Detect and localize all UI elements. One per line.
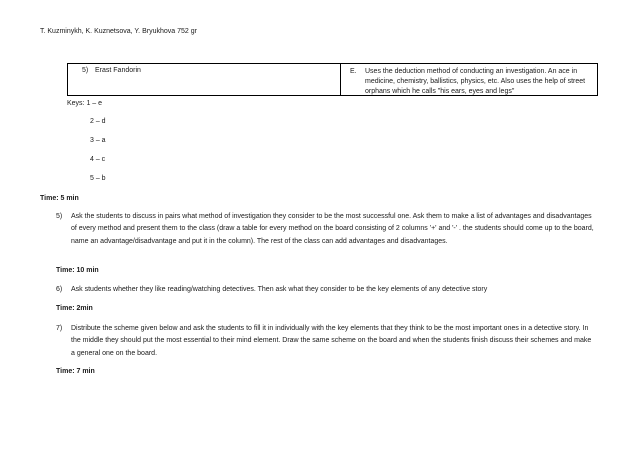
- key-item: 4 – c: [90, 156, 106, 163]
- character-table-row: [67, 63, 598, 96]
- keys-label: Keys: 1 – e: [67, 100, 103, 107]
- task-text: Ask students whether they like reading/watching detectives. Then ask what they consider to be the key elements of any detective story: [71, 286, 488, 293]
- task-text: Ask the students to discuss in pairs what method of investigation they consider to be the most successful one. Ask them to make a list of advantages and disadvantages of every method and present them to the class (draw a table for every method on the board consisting of 2 columns '+' and '-' . the students should come up to the board, name an advantage/disadvantage and put it in the column). The rest of the class can add advantages and disadvantages.: [71, 213, 594, 245]
- task-text: Distribute the scheme given below and ask the students to fill it in individually with the key elements that they think to be the most important ones in a detective story. In the middle they should put the most essential to their mind element. Draw the same scheme on the board and when the students finish discuss their schemes and make a general one on the board.: [71, 325, 592, 357]
- task-number: 5): [56, 213, 63, 220]
- key-item: 5 – b: [90, 175, 106, 182]
- page-header: T. Kuzminykh, K. Kuznetsova, Y. Bryukhova 752 gr: [40, 28, 197, 35]
- task-item: [56, 284, 596, 296]
- table-left-cell: [82, 67, 141, 74]
- time-label: Time: 5 min: [40, 195, 79, 202]
- table-column-divider: [340, 64, 341, 95]
- task-number: 6): [56, 286, 63, 293]
- key-item: 3 – a: [90, 137, 106, 144]
- task-item: [56, 211, 596, 248]
- task-number: 7): [56, 325, 63, 332]
- task-item: [56, 323, 596, 360]
- time-label: Time: 7 min: [56, 368, 95, 375]
- time-label: Time: 10 min: [56, 267, 99, 274]
- time-label: Time: 2min: [56, 305, 93, 312]
- left-cell-text: Erast Fandorin: [95, 67, 141, 74]
- right-cell-text: Uses the deduction method of conducting an investigation. An ace in medicine, chemistry, ballistics, physics, etc. Also uses the help of street orphans which he calls "his ears, eyes and legs": [365, 68, 586, 95]
- table-right-cell: [350, 67, 596, 97]
- left-cell-number: 5): [82, 67, 89, 74]
- right-cell-letter: E.: [350, 68, 357, 75]
- key-item: 2 – d: [90, 118, 106, 125]
